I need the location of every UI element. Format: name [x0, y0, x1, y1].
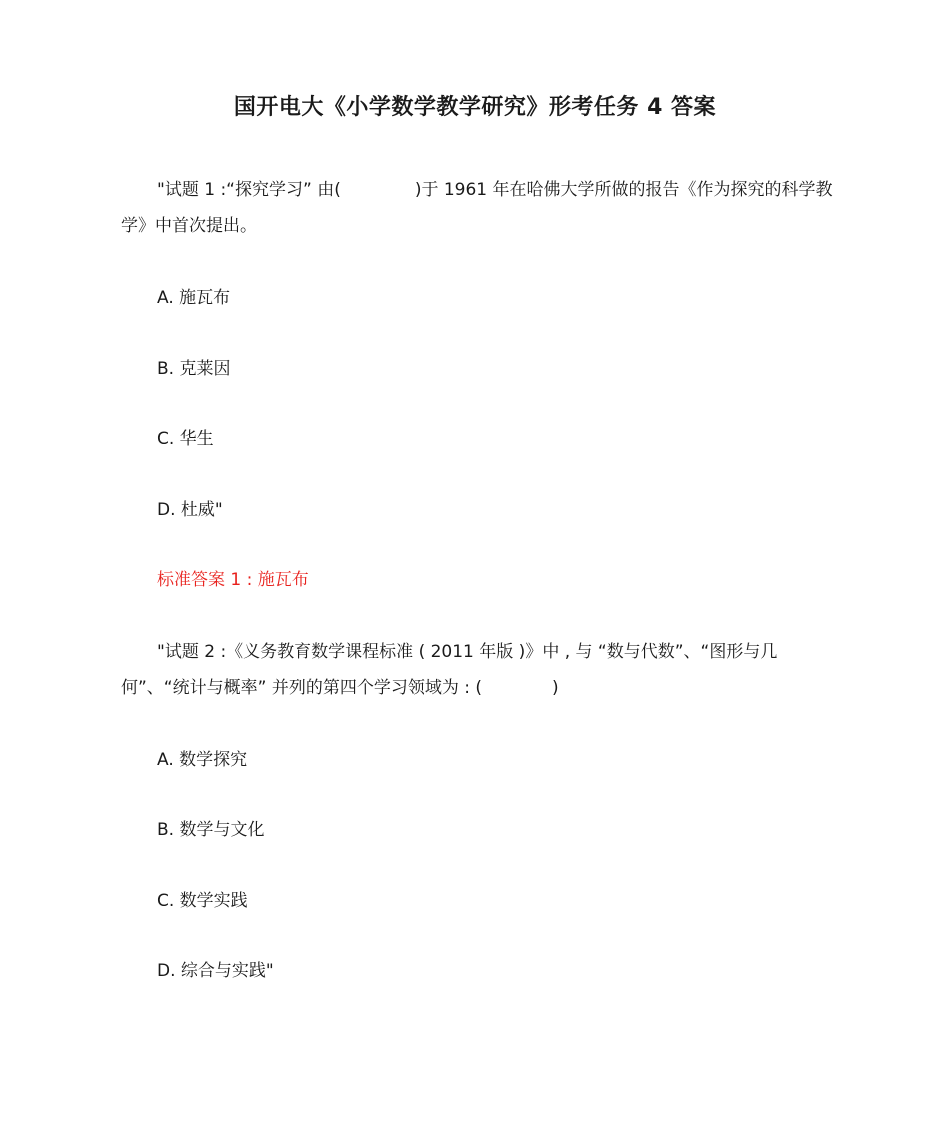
question-2-option-c: C. 数学实践: [157, 891, 248, 911]
question-1-answer: 标准答案 1 : 施瓦布: [157, 570, 309, 590]
question-1-stem-after: )于 1961 年在哈佛大学所做的报告《作为探究的科学教学》中首次提出。: [121, 180, 833, 236]
question-2-option-d: D. 综合与实践": [157, 961, 274, 981]
question-2-stem: [121, 634, 836, 706]
question-1-stem: [121, 172, 836, 244]
page-title: 国开电大《小学数学教学研究》形考任务 4 答案: [233, 95, 717, 120]
question-2-stem-before: "试题 2 :《义务教育数学课程标准 ( 2011 年版 )》中 , 与 “数与代数”、“图形与几何”、“统计与概率” 并列的第四个学习领域为 : (: [121, 642, 778, 698]
question-1-option-b: B. 克莱因: [157, 359, 231, 379]
question-2-option-b: B. 数学与文化: [157, 820, 265, 840]
question-1-stem-before: "试题 1 :“探究学习” 由(: [157, 180, 341, 200]
question-1-option-d: D. 杜威": [157, 500, 223, 520]
question-2-option-a: A. 数学探究: [157, 750, 248, 770]
question-2-stem-after: ): [552, 678, 559, 698]
question-1-option-a: A. 施瓦布: [157, 288, 231, 308]
question-1-option-c: C. 华生: [157, 429, 214, 449]
